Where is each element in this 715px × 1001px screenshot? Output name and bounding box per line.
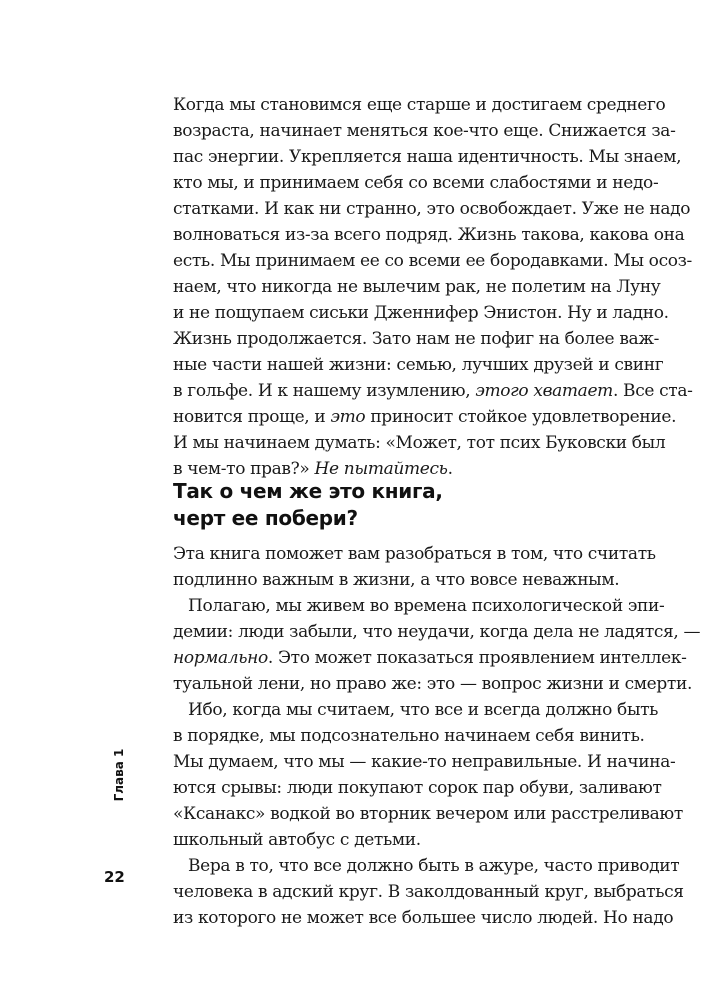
emphasis-text: Не пытайтесь [314, 459, 448, 479]
paragraph1-line: Когда мы становимся еще старше и достигаем среднего [173, 95, 666, 115]
paragraph1-line: Жизнь продолжается. Зато нам не пофиг на более важ- [173, 329, 660, 349]
paragraph4-line: «Ксанакс» водкой во вторник вечером или расстреливают [173, 804, 683, 824]
paragraph5-line: человека в адский круг. В заколдованный круг, выбраться [173, 882, 684, 902]
paragraph1-line: есть. Мы принимаем ее со всеми ее бородавками. Мы осоз- [173, 251, 692, 271]
paragraph1-line: И мы начинаем думать: «Может, тот псих Буковски был [173, 433, 666, 453]
paragraph4-line: Мы думаем, что мы — какие-то неправильные. И начина- [173, 752, 676, 772]
paragraph1-line: статками. И как ни странно, это освобождает. Уже не надо [173, 199, 691, 219]
paragraph4-line: школьный автобус с детьми. [173, 830, 421, 850]
paragraph2-line: Эта книга поможет вам разобраться в том, что считать [173, 544, 656, 564]
chapter-label-text: Глава 1 [112, 748, 126, 802]
text-run: . Все ста- [612, 381, 693, 401]
paragraph4-line: Ибо, когда мы считаем, что все и всегда должно быть [188, 700, 659, 720]
emphasis-text: нормально [173, 648, 268, 668]
paragraph4-line: в порядке, мы подсознательно начинаем себя винить. [173, 726, 645, 746]
paragraph1-line [173, 378, 693, 404]
paragraph1-line: и не пощупаем сиськи Дженнифер Энистон. Ну и ладно. [173, 303, 669, 323]
text-run: в гольфе. И к нашему изумлению, [173, 381, 476, 401]
paragraph5-line: Вера в то, что все должно быть в ажуре, часто приводит [188, 856, 680, 876]
paragraph3-line: туальной лени, но право же: это — вопрос жизни и смерти. [173, 674, 692, 694]
paragraph3-line: демии: люди забыли, что неудачи, когда дела не ладятся, — [173, 622, 701, 642]
paragraph4-line: ются срывы: люди покупают сорок пар обуви, заливают [173, 778, 662, 798]
paragraph1-line: пас энергии. Укрепляется наша идентичность. Мы знаем, [173, 147, 682, 167]
paragraph3-line [173, 645, 687, 671]
paragraph1-line: наем, что никогда не вылечим рак, не полетим на Луну [173, 277, 661, 297]
text-run: . Это может показаться проявлением интеллек- [267, 648, 687, 668]
chapter-label [112, 740, 126, 810]
section-heading-line: Так о чем же это книга, [173, 479, 443, 503]
paragraph1-line [173, 404, 677, 430]
paragraph1-line: ные части нашей жизни: семью, лучших друзей и свинг [173, 355, 664, 375]
paragraph1-line: возраста, начинает меняться кое-что еще. Снижается за- [173, 121, 676, 141]
paragraph1-line: кто мы, и принимаем себя со всеми слабостями и недо- [173, 173, 659, 193]
paragraph2-line: подлинно важным в жизни, а что вовсе неважным. [173, 570, 620, 590]
emphasis-text: этого хватает [475, 381, 613, 401]
page-number: 22 [104, 868, 125, 886]
emphasis-text: это [330, 407, 366, 427]
text-run: приносит стойкое удовлетворение. [365, 407, 677, 427]
text-run: новится проще, и [173, 407, 331, 427]
text-run: в чем-то прав?» [173, 459, 315, 479]
text-run: . [447, 459, 453, 479]
paragraph1-line: волноваться из-за всего подряд. Жизнь такова, какова она [173, 225, 685, 245]
section-heading-line: черт ее побери? [173, 506, 358, 530]
paragraph3-line: Полагаю, мы живем во времена психологической эпи- [188, 596, 665, 616]
paragraph5-line: из которого не может все большее число людей. Но надо [173, 908, 674, 928]
